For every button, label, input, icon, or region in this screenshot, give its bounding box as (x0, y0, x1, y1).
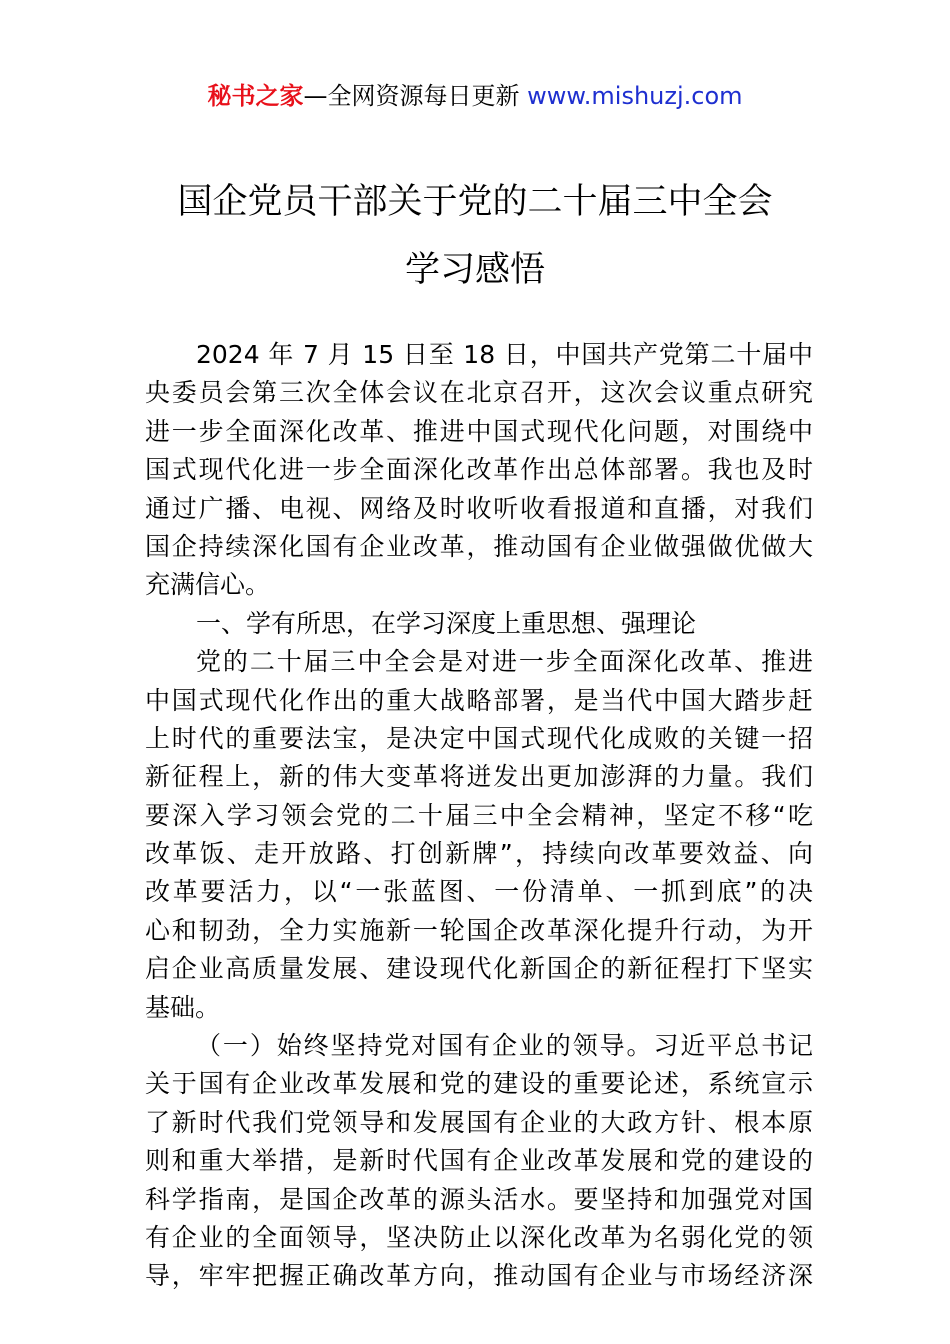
body-line: 了新时代我们党领导和发展国有企业的大政方针、根本原 (145, 1107, 813, 1137)
subsection-heading-line: （一）始终坚持党对国有企业的领导。习近平总书记 (196, 1031, 813, 1061)
body-line: 导，牢牢把握正确改革方向，推动国有企业与市场经济深 (145, 1261, 813, 1291)
body-line: 则和重大举措，是新时代国有企业改革发展和党的建设的 (145, 1146, 813, 1176)
body-line: 国式现代化进一步全面深化改革作出总体部署。我也及时 (145, 455, 813, 485)
body-line: 基础。 (145, 992, 221, 1022)
body-line: 要深入学习领会党的二十届三中全会精神，坚定不移“吃 (145, 800, 813, 830)
body-line: 进一步全面深化改革、推进中国式现代化问题，对围绕中 (145, 416, 813, 446)
site-url-link[interactable]: www.mishuzj.com (527, 82, 743, 110)
body-line: 国企持续深化国有企业改革，推动国有企业做强做优做大 (145, 531, 813, 561)
document-body (145, 336, 813, 1296)
body-line: 中国式现代化作出的重大战略部署，是当代中国大踏步赶 (145, 685, 813, 715)
body-line: 关于国有企业改革发展和党的建设的重要论述，系统宣示 (145, 1069, 813, 1099)
body-line: 改革要活力，以“一张蓝图、一份清单、一抓到底”的决 (145, 877, 813, 907)
body-line: 2024 年 7 月 15 日至 18 日，中国共产党第二十届中 (196, 340, 813, 369)
body-line: 央委员会第三次全体会议在北京召开，这次会议重点研究 (145, 378, 813, 408)
body-line: 心和韧劲，全力实施新一轮国企改革深化提升行动，为开 (145, 915, 813, 945)
body-line: 新征程上，新的伟大变革将迸发出更加澎湃的力量。我们 (145, 762, 813, 792)
site-header (0, 80, 950, 112)
body-line: 有企业的全面领导，坚决防止以深化改革为名弱化党的领 (145, 1222, 813, 1252)
body-line: 充满信心。 (145, 570, 271, 600)
body-line: 启企业高质量发展、建设现代化新国企的新征程打下坚实 (145, 954, 813, 984)
body-line: 上时代的重要法宝，是决定中国式现代化成败的关键一招 (145, 723, 813, 753)
section-heading: 一、学有所思，在学习深度上重思想、强理论 (196, 608, 697, 638)
body-line: 党的二十届三中全会是对进一步全面深化改革、推进 (196, 647, 813, 677)
body-line: 通过广播、电视、网络及时收听收看报道和直播，对我们 (145, 493, 813, 523)
body-line: 改革饭、走开放路、打创新牌”，持续向改革要效益、向 (145, 839, 813, 869)
site-slogan: —全网资源每日更新 (303, 82, 528, 110)
document-title-line-2: 学习感悟 (404, 250, 545, 290)
body-line: 科学指南，是国企改革的源头活水。要坚持和加强党对国 (145, 1184, 813, 1214)
site-brand: 秘书之家 (207, 82, 304, 110)
document-title-line-1: 国企党员干部关于党的二十届三中全会 (177, 182, 773, 222)
